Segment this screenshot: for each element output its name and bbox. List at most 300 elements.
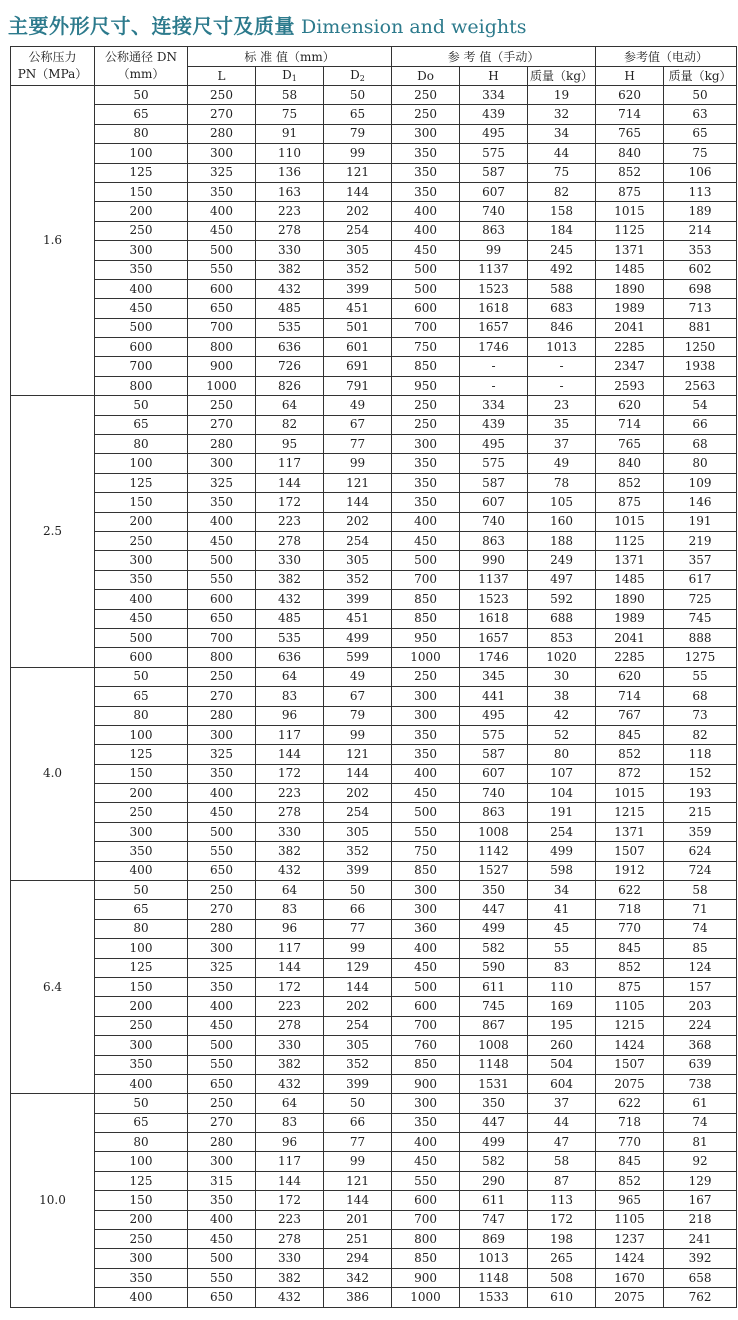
cell-dn: 250 — [95, 803, 188, 822]
cell-do: 750 — [392, 842, 460, 861]
table-row — [11, 551, 737, 570]
cell-h-manual: 867 — [460, 1016, 528, 1035]
cell-do: 400 — [392, 202, 460, 221]
table-row — [11, 764, 737, 783]
cell-do: 300 — [392, 881, 460, 900]
cell-do: 760 — [392, 1036, 460, 1055]
cell-d1: 117 — [256, 1152, 324, 1171]
cell-l: 270 — [188, 900, 256, 919]
cell-h-electric: 2285 — [596, 338, 664, 357]
cell-d2: 352 — [324, 842, 392, 861]
cell-mass-manual: 47 — [528, 1133, 596, 1152]
pn-cell: 4.0 — [11, 667, 95, 880]
cell-dn: 350 — [95, 1055, 188, 1074]
table-row — [11, 279, 737, 298]
cell-mass-electric: 66 — [664, 415, 737, 434]
header-dn — [95, 47, 188, 86]
cell-l: 280 — [188, 124, 256, 143]
cell-l: 500 — [188, 1249, 256, 1268]
cell-mass-manual: 23 — [528, 396, 596, 415]
cell-dn: 65 — [95, 105, 188, 124]
cell-d1: 95 — [256, 435, 324, 454]
cell-l: 270 — [188, 105, 256, 124]
cell-mass-electric: 61 — [664, 1094, 737, 1113]
cell-dn: 80 — [95, 124, 188, 143]
cell-mass-electric: 215 — [664, 803, 737, 822]
cell-do: 850 — [392, 357, 460, 376]
cell-do: 600 — [392, 1191, 460, 1210]
table-row — [11, 648, 737, 667]
cell-mass-electric: 1250 — [664, 338, 737, 357]
cell-mass-electric: 113 — [664, 182, 737, 201]
cell-do: 450 — [392, 784, 460, 803]
cell-d2: 77 — [324, 435, 392, 454]
cell-d2: 791 — [324, 376, 392, 395]
cell-do: 700 — [392, 570, 460, 589]
cell-mass-manual: 249 — [528, 551, 596, 570]
cell-dn: 300 — [95, 551, 188, 570]
cell-mass-manual: 610 — [528, 1288, 596, 1307]
cell-h-manual: 611 — [460, 977, 528, 996]
cell-do: 350 — [392, 473, 460, 492]
cell-dn: 400 — [95, 861, 188, 880]
cell-d2: 305 — [324, 551, 392, 570]
cell-mass-manual: 75 — [528, 163, 596, 182]
cell-do: 250 — [392, 105, 460, 124]
cell-d2: 399 — [324, 590, 392, 609]
cell-h-manual: 1746 — [460, 338, 528, 357]
cell-d1: 58 — [256, 86, 324, 105]
cell-do: 1000 — [392, 648, 460, 667]
cell-do: 750 — [392, 338, 460, 357]
cell-h-manual: 607 — [460, 493, 528, 512]
cell-d1: 330 — [256, 822, 324, 841]
cell-do: 350 — [392, 163, 460, 182]
header-standard: 标 准 值（mm） — [188, 47, 392, 67]
cell-d2: 77 — [324, 919, 392, 938]
cell-l: 325 — [188, 958, 256, 977]
cell-do: 250 — [392, 86, 460, 105]
cell-mass-manual: 30 — [528, 667, 596, 686]
cell-mass-electric: 54 — [664, 396, 737, 415]
cell-dn: 250 — [95, 221, 188, 240]
cell-h-electric: 1237 — [596, 1230, 664, 1249]
cell-mass-electric: 725 — [664, 590, 737, 609]
cell-mass-electric: 152 — [664, 764, 737, 783]
cell-mass-manual: 683 — [528, 299, 596, 318]
cell-mass-electric: 109 — [664, 473, 737, 492]
cell-h-electric: 840 — [596, 454, 664, 473]
cell-mass-electric: 124 — [664, 958, 737, 977]
cell-dn: 600 — [95, 648, 188, 667]
cell-dn: 300 — [95, 822, 188, 841]
cell-do: 450 — [392, 958, 460, 977]
cell-h-manual: 439 — [460, 415, 528, 434]
cell-d1: 172 — [256, 1191, 324, 1210]
cell-d1: 223 — [256, 512, 324, 531]
cell-h-electric: 622 — [596, 1094, 664, 1113]
cell-l: 450 — [188, 1016, 256, 1035]
cell-mass-electric: 74 — [664, 919, 737, 938]
cell-l: 325 — [188, 163, 256, 182]
table-row — [11, 1191, 737, 1210]
table-row — [11, 745, 737, 764]
cell-mass-manual: 49 — [528, 454, 596, 473]
cell-d2: 601 — [324, 338, 392, 357]
cell-mass-manual: 41 — [528, 900, 596, 919]
cell-h-electric: 1424 — [596, 1036, 664, 1055]
cell-do: 400 — [392, 221, 460, 240]
table-row — [11, 1016, 737, 1035]
cell-do: 350 — [392, 493, 460, 512]
cell-mass-manual: 105 — [528, 493, 596, 512]
cell-h-electric: 714 — [596, 687, 664, 706]
table-row — [11, 687, 737, 706]
cell-do: 850 — [392, 861, 460, 880]
table-row — [11, 590, 737, 609]
cell-d1: 223 — [256, 202, 324, 221]
cell-dn: 125 — [95, 163, 188, 182]
cell-h-manual: 587 — [460, 745, 528, 764]
cell-l: 800 — [188, 338, 256, 357]
cell-mass-electric: 241 — [664, 1230, 737, 1249]
cell-l: 300 — [188, 144, 256, 163]
table-body — [11, 86, 737, 1308]
cell-h-electric: 845 — [596, 939, 664, 958]
cell-d2: 99 — [324, 939, 392, 958]
cell-l: 300 — [188, 1152, 256, 1171]
pn-cell: 10.0 — [11, 1094, 95, 1307]
cell-h-electric: 2041 — [596, 628, 664, 647]
cell-h-manual: 499 — [460, 1133, 528, 1152]
cell-d2: 99 — [324, 454, 392, 473]
cell-d1: 144 — [256, 745, 324, 764]
cell-h-electric: 845 — [596, 1152, 664, 1171]
cell-dn: 200 — [95, 997, 188, 1016]
table-row — [11, 376, 737, 395]
cell-l: 270 — [188, 415, 256, 434]
cell-d1: 278 — [256, 531, 324, 550]
table-row — [11, 784, 737, 803]
cell-do: 900 — [392, 1268, 460, 1287]
cell-h-manual: 495 — [460, 706, 528, 725]
cell-d2: 66 — [324, 900, 392, 919]
cell-h-electric: 2041 — [596, 318, 664, 337]
cell-d2: 342 — [324, 1268, 392, 1287]
cell-h-manual: 863 — [460, 803, 528, 822]
cell-h-electric: 765 — [596, 435, 664, 454]
cell-do: 700 — [392, 318, 460, 337]
cell-l: 550 — [188, 1268, 256, 1287]
table-row — [11, 1249, 737, 1268]
cell-d2: 121 — [324, 745, 392, 764]
cell-d1: 144 — [256, 958, 324, 977]
cell-l: 650 — [188, 861, 256, 880]
cell-d2: 144 — [324, 1191, 392, 1210]
cell-d1: 144 — [256, 473, 324, 492]
cell-do: 950 — [392, 628, 460, 647]
cell-l: 450 — [188, 531, 256, 550]
cell-h-electric: 852 — [596, 1171, 664, 1190]
cell-do: 850 — [392, 590, 460, 609]
cell-mass-electric: 81 — [664, 1133, 737, 1152]
cell-dn: 80 — [95, 435, 188, 454]
cell-l: 270 — [188, 687, 256, 706]
pn-cell: 1.6 — [11, 86, 95, 396]
cell-d1: 330 — [256, 1249, 324, 1268]
cell-mass-manual: 172 — [528, 1210, 596, 1229]
cell-do: 300 — [392, 706, 460, 725]
cell-dn: 200 — [95, 512, 188, 531]
cell-dn: 80 — [95, 1133, 188, 1152]
cell-d2: 305 — [324, 241, 392, 260]
cell-h-manual: 990 — [460, 551, 528, 570]
cell-d2: 50 — [324, 881, 392, 900]
cell-d1: 278 — [256, 803, 324, 822]
cell-h-manual: 582 — [460, 939, 528, 958]
cell-dn: 80 — [95, 706, 188, 725]
cell-d1: 223 — [256, 784, 324, 803]
table-row — [11, 105, 737, 124]
cell-mass-manual: 198 — [528, 1230, 596, 1249]
cell-h-manual: 1746 — [460, 648, 528, 667]
cell-do: 350 — [392, 725, 460, 744]
cell-dn: 65 — [95, 415, 188, 434]
cell-mass-manual: 191 — [528, 803, 596, 822]
cell-h-electric: 872 — [596, 764, 664, 783]
cell-h-manual: 1523 — [460, 279, 528, 298]
cell-dn: 50 — [95, 667, 188, 686]
cell-do: 900 — [392, 1074, 460, 1093]
cell-h-manual: 575 — [460, 725, 528, 744]
cell-mass-electric: 218 — [664, 1210, 737, 1229]
table-row — [11, 493, 737, 512]
cell-do: 400 — [392, 939, 460, 958]
cell-h-electric: 1015 — [596, 202, 664, 221]
cell-l: 400 — [188, 997, 256, 1016]
cell-l: 500 — [188, 551, 256, 570]
cell-l: 550 — [188, 1055, 256, 1074]
cell-h-electric: 767 — [596, 706, 664, 725]
header-ref-electric: 参考值（电动） — [596, 47, 737, 67]
table-row — [11, 86, 737, 105]
cell-mass-electric: 658 — [664, 1268, 737, 1287]
cell-mass-electric: 624 — [664, 842, 737, 861]
cell-h-electric: 770 — [596, 919, 664, 938]
cell-mass-electric: 698 — [664, 279, 737, 298]
cell-d1: 117 — [256, 725, 324, 744]
cell-dn: 150 — [95, 182, 188, 201]
cell-l: 300 — [188, 725, 256, 744]
cell-d2: 254 — [324, 531, 392, 550]
cell-mass-electric: 71 — [664, 900, 737, 919]
table-row — [11, 1074, 737, 1093]
cell-do: 850 — [392, 1055, 460, 1074]
cell-d2: 49 — [324, 396, 392, 415]
cell-do: 850 — [392, 609, 460, 628]
cell-mass-manual: 42 — [528, 706, 596, 725]
table-row — [11, 977, 737, 996]
cell-h-electric: 845 — [596, 725, 664, 744]
cell-mass-manual: 1013 — [528, 338, 596, 357]
cell-d2: 77 — [324, 1133, 392, 1152]
cell-dn: 50 — [95, 1094, 188, 1113]
cell-l: 400 — [188, 1210, 256, 1229]
cell-dn: 80 — [95, 919, 188, 938]
cell-d2: 50 — [324, 86, 392, 105]
table-row — [11, 919, 737, 938]
cell-h-manual: 745 — [460, 997, 528, 1016]
cell-do: 250 — [392, 396, 460, 415]
cell-dn: 65 — [95, 1113, 188, 1132]
cell-l: 650 — [188, 1074, 256, 1093]
cell-h-electric: 965 — [596, 1191, 664, 1210]
cell-mass-manual: 104 — [528, 784, 596, 803]
cell-l: 450 — [188, 803, 256, 822]
cell-dn: 50 — [95, 86, 188, 105]
cell-l: 700 — [188, 318, 256, 337]
cell-dn: 350 — [95, 842, 188, 861]
cell-l: 325 — [188, 473, 256, 492]
cell-d1: 223 — [256, 997, 324, 1016]
cell-dn: 100 — [95, 1152, 188, 1171]
table-row — [11, 1094, 737, 1113]
cell-do: 300 — [392, 900, 460, 919]
cell-d1: 96 — [256, 919, 324, 938]
cell-h-electric: 1670 — [596, 1268, 664, 1287]
cell-mass-manual: 19 — [528, 86, 596, 105]
cell-mass-electric: 762 — [664, 1288, 737, 1307]
cell-dn: 100 — [95, 144, 188, 163]
cell-d1: 172 — [256, 977, 324, 996]
cell-h-manual: 99 — [460, 241, 528, 260]
cell-mass-electric: 724 — [664, 861, 737, 880]
cell-dn: 500 — [95, 318, 188, 337]
cell-dn: 250 — [95, 1230, 188, 1249]
cell-dn: 50 — [95, 881, 188, 900]
cell-d2: 202 — [324, 997, 392, 1016]
cell-mass-manual: 45 — [528, 919, 596, 938]
cell-mass-electric: 224 — [664, 1016, 737, 1035]
cell-d2: 121 — [324, 1171, 392, 1190]
table-row — [11, 299, 737, 318]
cell-d1: 278 — [256, 221, 324, 240]
table-row — [11, 861, 737, 880]
cell-dn: 125 — [95, 1171, 188, 1190]
cell-mass-electric: 617 — [664, 570, 737, 589]
cell-do: 350 — [392, 182, 460, 201]
cell-d2: 144 — [324, 977, 392, 996]
cell-dn: 100 — [95, 454, 188, 473]
cell-dn: 350 — [95, 570, 188, 589]
cell-d1: 75 — [256, 105, 324, 124]
table-row — [11, 842, 737, 861]
pn-cell: 2.5 — [11, 396, 95, 667]
cell-d2: 67 — [324, 687, 392, 706]
cell-d1: 535 — [256, 318, 324, 337]
cell-mass-electric: 368 — [664, 1036, 737, 1055]
cell-d2: 305 — [324, 822, 392, 841]
cell-do: 300 — [392, 687, 460, 706]
cell-h-electric: 2075 — [596, 1288, 664, 1307]
cell-do: 550 — [392, 1171, 460, 1190]
cell-h-manual: 1533 — [460, 1288, 528, 1307]
cell-d2: 499 — [324, 628, 392, 647]
cell-d1: 382 — [256, 260, 324, 279]
cell-mass-electric: 157 — [664, 977, 737, 996]
cell-do: 300 — [392, 435, 460, 454]
header-col-mass-manual: 质量（kg） — [528, 67, 596, 86]
cell-d2: 202 — [324, 784, 392, 803]
cell-mass-manual: 265 — [528, 1249, 596, 1268]
cell-dn: 50 — [95, 396, 188, 415]
cell-d2: 50 — [324, 1094, 392, 1113]
cell-l: 280 — [188, 1133, 256, 1152]
cell-d2: 294 — [324, 1249, 392, 1268]
cell-h-electric: 1485 — [596, 260, 664, 279]
cell-l: 350 — [188, 764, 256, 783]
cell-l: 800 — [188, 648, 256, 667]
cell-mass-manual: 254 — [528, 822, 596, 841]
cell-mass-electric: 68 — [664, 435, 737, 454]
cell-mass-manual: 1020 — [528, 648, 596, 667]
cell-mass-manual: 35 — [528, 415, 596, 434]
table-row — [11, 1036, 737, 1055]
cell-mass-manual: 188 — [528, 531, 596, 550]
cell-dn: 150 — [95, 1191, 188, 1210]
cell-d1: 432 — [256, 279, 324, 298]
cell-h-electric: 1989 — [596, 299, 664, 318]
cell-d1: 382 — [256, 842, 324, 861]
cell-mass-manual: 32 — [528, 105, 596, 124]
cell-l: 280 — [188, 919, 256, 938]
cell-d2: 386 — [324, 1288, 392, 1307]
cell-d2: 451 — [324, 609, 392, 628]
cell-do: 350 — [392, 1113, 460, 1132]
table-row — [11, 1113, 737, 1132]
cell-mass-electric: 392 — [664, 1249, 737, 1268]
cell-mass-electric: 106 — [664, 163, 737, 182]
cell-mass-manual: 245 — [528, 241, 596, 260]
cell-h-electric: 1215 — [596, 1016, 664, 1035]
table-row — [11, 531, 737, 550]
cell-mass-manual: 497 — [528, 570, 596, 589]
cell-mass-manual: 37 — [528, 1094, 596, 1113]
cell-do: 350 — [392, 144, 460, 163]
cell-mass-manual: 499 — [528, 842, 596, 861]
cell-l: 350 — [188, 182, 256, 201]
cell-mass-manual: 44 — [528, 1113, 596, 1132]
cell-d2: 67 — [324, 415, 392, 434]
cell-d1: 64 — [256, 667, 324, 686]
cell-dn: 100 — [95, 939, 188, 958]
cell-h-electric: 1125 — [596, 221, 664, 240]
cell-mass-manual: 588 — [528, 279, 596, 298]
cell-l: 250 — [188, 86, 256, 105]
header-col-h-electric: H — [596, 67, 664, 86]
cell-mass-manual: 195 — [528, 1016, 596, 1035]
cell-h-electric: 1015 — [596, 512, 664, 531]
cell-mass-electric: 1938 — [664, 357, 737, 376]
cell-do: 500 — [392, 551, 460, 570]
cell-h-manual: 575 — [460, 454, 528, 473]
cell-mass-electric: 80 — [664, 454, 737, 473]
cell-dn: 200 — [95, 202, 188, 221]
cell-d1: 117 — [256, 454, 324, 473]
cell-mass-manual: 58 — [528, 1152, 596, 1171]
cell-h-manual: 740 — [460, 512, 528, 531]
cell-l: 550 — [188, 260, 256, 279]
